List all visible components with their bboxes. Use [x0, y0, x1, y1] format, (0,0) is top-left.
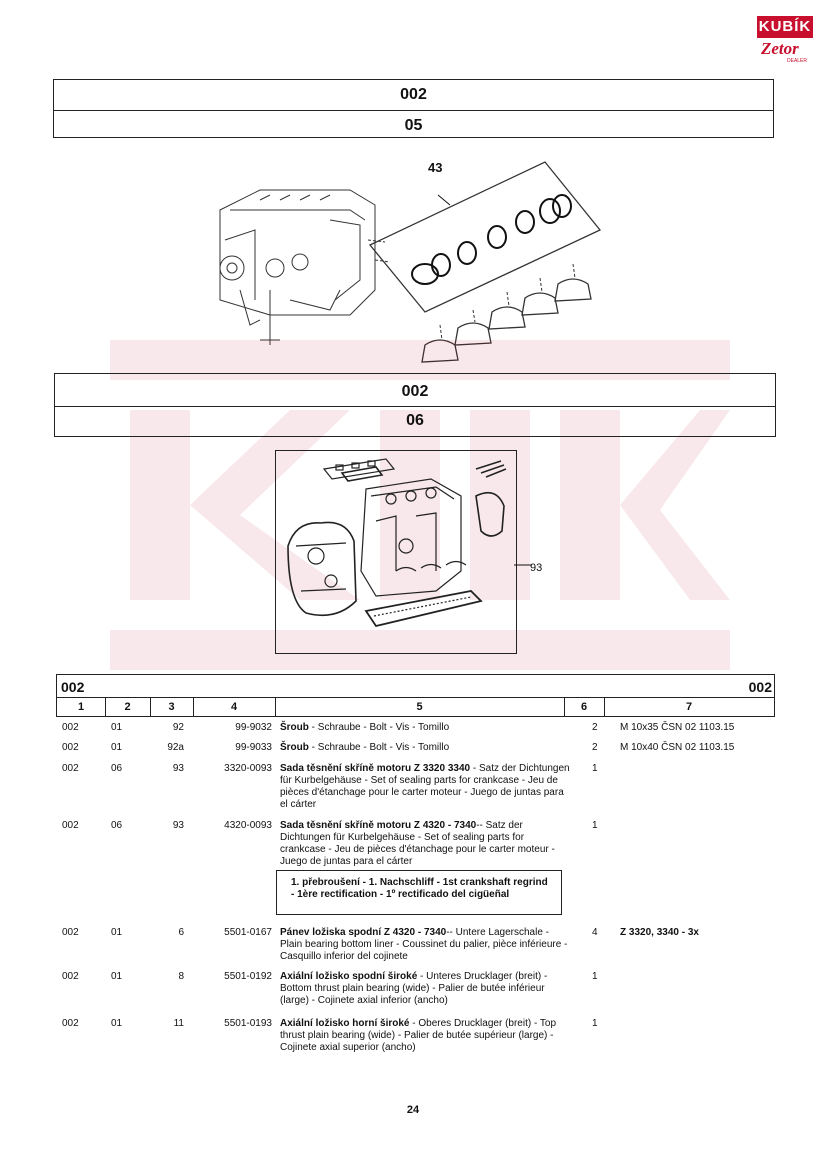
cell-subgroup: 01 — [111, 742, 123, 753]
cell-group: 002 — [62, 1018, 79, 1029]
cell-part-number: 3320-0093 — [224, 763, 272, 774]
column-header-2: 2 — [105, 698, 151, 716]
logo-name: Zetor — [761, 39, 799, 58]
column-header-7: 7 — [685, 701, 693, 713]
callout-93: 93 — [530, 562, 543, 574]
cell-subgroup: 06 — [111, 763, 123, 774]
cell-subgroup: 01 — [111, 1018, 123, 1029]
cell-description — [280, 763, 570, 811]
logo-brand: KUBÍK — [757, 16, 813, 38]
cell-note: M 10x40 ČSN 02 1103.15 — [620, 742, 735, 753]
cell-group: 002 — [62, 763, 79, 774]
cell-note: Z 3320, 3340 - 3x — [620, 927, 699, 938]
section-sub-label: 05 — [404, 117, 423, 134]
cell-part-number: 5501-0192 — [224, 971, 272, 982]
cell-quantity: 4 — [592, 927, 598, 938]
table-group-left: 002 — [61, 679, 85, 695]
cell-subgroup: 01 — [111, 927, 123, 938]
section-sub-label: 06 — [406, 412, 424, 429]
cell-position: 93 — [172, 763, 184, 774]
cell-group: 002 — [62, 742, 79, 753]
part-translations: -- Satz der Dichtungen für Kurbelgehäuse - Set of sealing parts for crankcase - Jeu de pièces d'étanchage pour le carter moteur - Juego de juntas para el cárter — [280, 820, 555, 867]
cell-position: 8 — [178, 971, 184, 982]
section-group-label: 002 — [54, 80, 773, 111]
part-translations: - Oberes Drucklager (breit) - Top thrust plain bearing (wide) - Palier de butée supérieur (large) - Cojinete axial superior (ancho) — [280, 1018, 557, 1053]
cell-quantity: 1 — [592, 820, 598, 831]
cell-description — [280, 1018, 570, 1054]
kubik-zetor-logo — [757, 16, 813, 70]
cell-position: 6 — [178, 927, 184, 938]
part-translations: - Schraube - Bolt - Vis - Tomillo — [308, 722, 450, 733]
column-header-3: 3 — [150, 698, 194, 716]
cell-quantity: 2 — [592, 742, 598, 753]
cell-part-number: 5501-0167 — [224, 927, 272, 938]
cell-group: 002 — [62, 820, 79, 831]
part-name: Šroub — [280, 722, 309, 733]
section-header-1 — [53, 79, 774, 138]
gasket-set-diagram — [276, 451, 516, 653]
cell-description — [280, 820, 570, 868]
section-header-2 — [54, 373, 776, 437]
logo-tag: DEALER — [787, 58, 808, 64]
page-number: 24 — [406, 1104, 420, 1116]
part-translations: - Schraube - Bolt - Vis - Tomillo — [308, 742, 450, 753]
cell-description — [280, 927, 570, 963]
cell-group: 002 — [62, 722, 79, 733]
cell-position: 92a — [167, 742, 184, 753]
cell-quantity: 1 — [592, 971, 598, 982]
part-name: Axiální ložisko horní široké — [280, 1018, 410, 1029]
part-name: Pánev ložiska spodní Z 4320 - 7340 — [280, 927, 447, 938]
part-translations: - Satz der Dichtungen für Kurbelgehäuse - Set of sealing parts for crankcase - Jeu de pièces d'étanchage pour le carter moteur - Juego de juntas para el cárter — [280, 763, 570, 810]
cell-subgroup: 01 — [111, 722, 123, 733]
section-group-label: 002 — [55, 374, 775, 407]
cell-description — [280, 722, 570, 734]
cell-quantity: 1 — [592, 1018, 598, 1029]
cell-subgroup: 06 — [111, 820, 123, 831]
part-name: Šroub — [280, 742, 309, 753]
cell-part-number: 99-9032 — [235, 722, 272, 733]
part-name: Sada těsnění skříně motoru Z 4320 - 7340 — [280, 820, 477, 831]
cell-position: 93 — [172, 820, 184, 831]
cell-group: 002 — [62, 971, 79, 982]
part-translations: -- Untere Lagerschale - Plain bearing bottom liner - Coussinet du palier, pièce inférieure - Casquillo inferior del cojinete — [280, 927, 568, 962]
part-translations: - Unteres Drucklager (breit) - Bottom thrust plain bearing (wide) - Palier de butée inférieur (large) - Cojinete axial inferior (ancho) — [280, 971, 548, 1006]
gasket-set-figure-frame — [275, 450, 517, 654]
cell-subgroup: 01 — [111, 971, 123, 982]
cell-part-number: 5501-0193 — [224, 1018, 272, 1029]
column-header-6: 6 — [564, 698, 605, 716]
column-header-row — [57, 697, 774, 716]
cell-part-number: 99-9033 — [235, 742, 272, 753]
cell-position: 11 — [173, 1018, 184, 1029]
cell-group: 002 — [62, 927, 79, 938]
callout-43: 43 — [428, 160, 443, 175]
cell-note: M 10x35 ČSN 02 1103.15 — [620, 722, 735, 733]
cell-quantity: 1 — [592, 763, 598, 774]
column-header-4: 4 — [193, 698, 276, 716]
column-header-1: 1 — [57, 698, 106, 716]
regrind-note-box: 1. přebroušení - 1. Nachschliff - 1st crankshaft regrind - 1ère rectification - 1º rectificado del cigüeñal — [276, 870, 562, 915]
cell-quantity: 2 — [592, 722, 598, 733]
cell-part-number: 4320-0093 — [224, 820, 272, 831]
cell-position: 92 — [172, 722, 184, 733]
part-name: Sada těsnění skříně motoru Z 3320 3340 — [280, 763, 471, 774]
part-name: Axiální ložisko spodní široké — [280, 971, 418, 982]
parts-table-header — [56, 674, 775, 717]
cell-description — [280, 971, 570, 1007]
cell-description — [280, 742, 570, 754]
column-header-5: 5 — [275, 698, 565, 716]
table-group-right: 002 — [748, 679, 772, 695]
